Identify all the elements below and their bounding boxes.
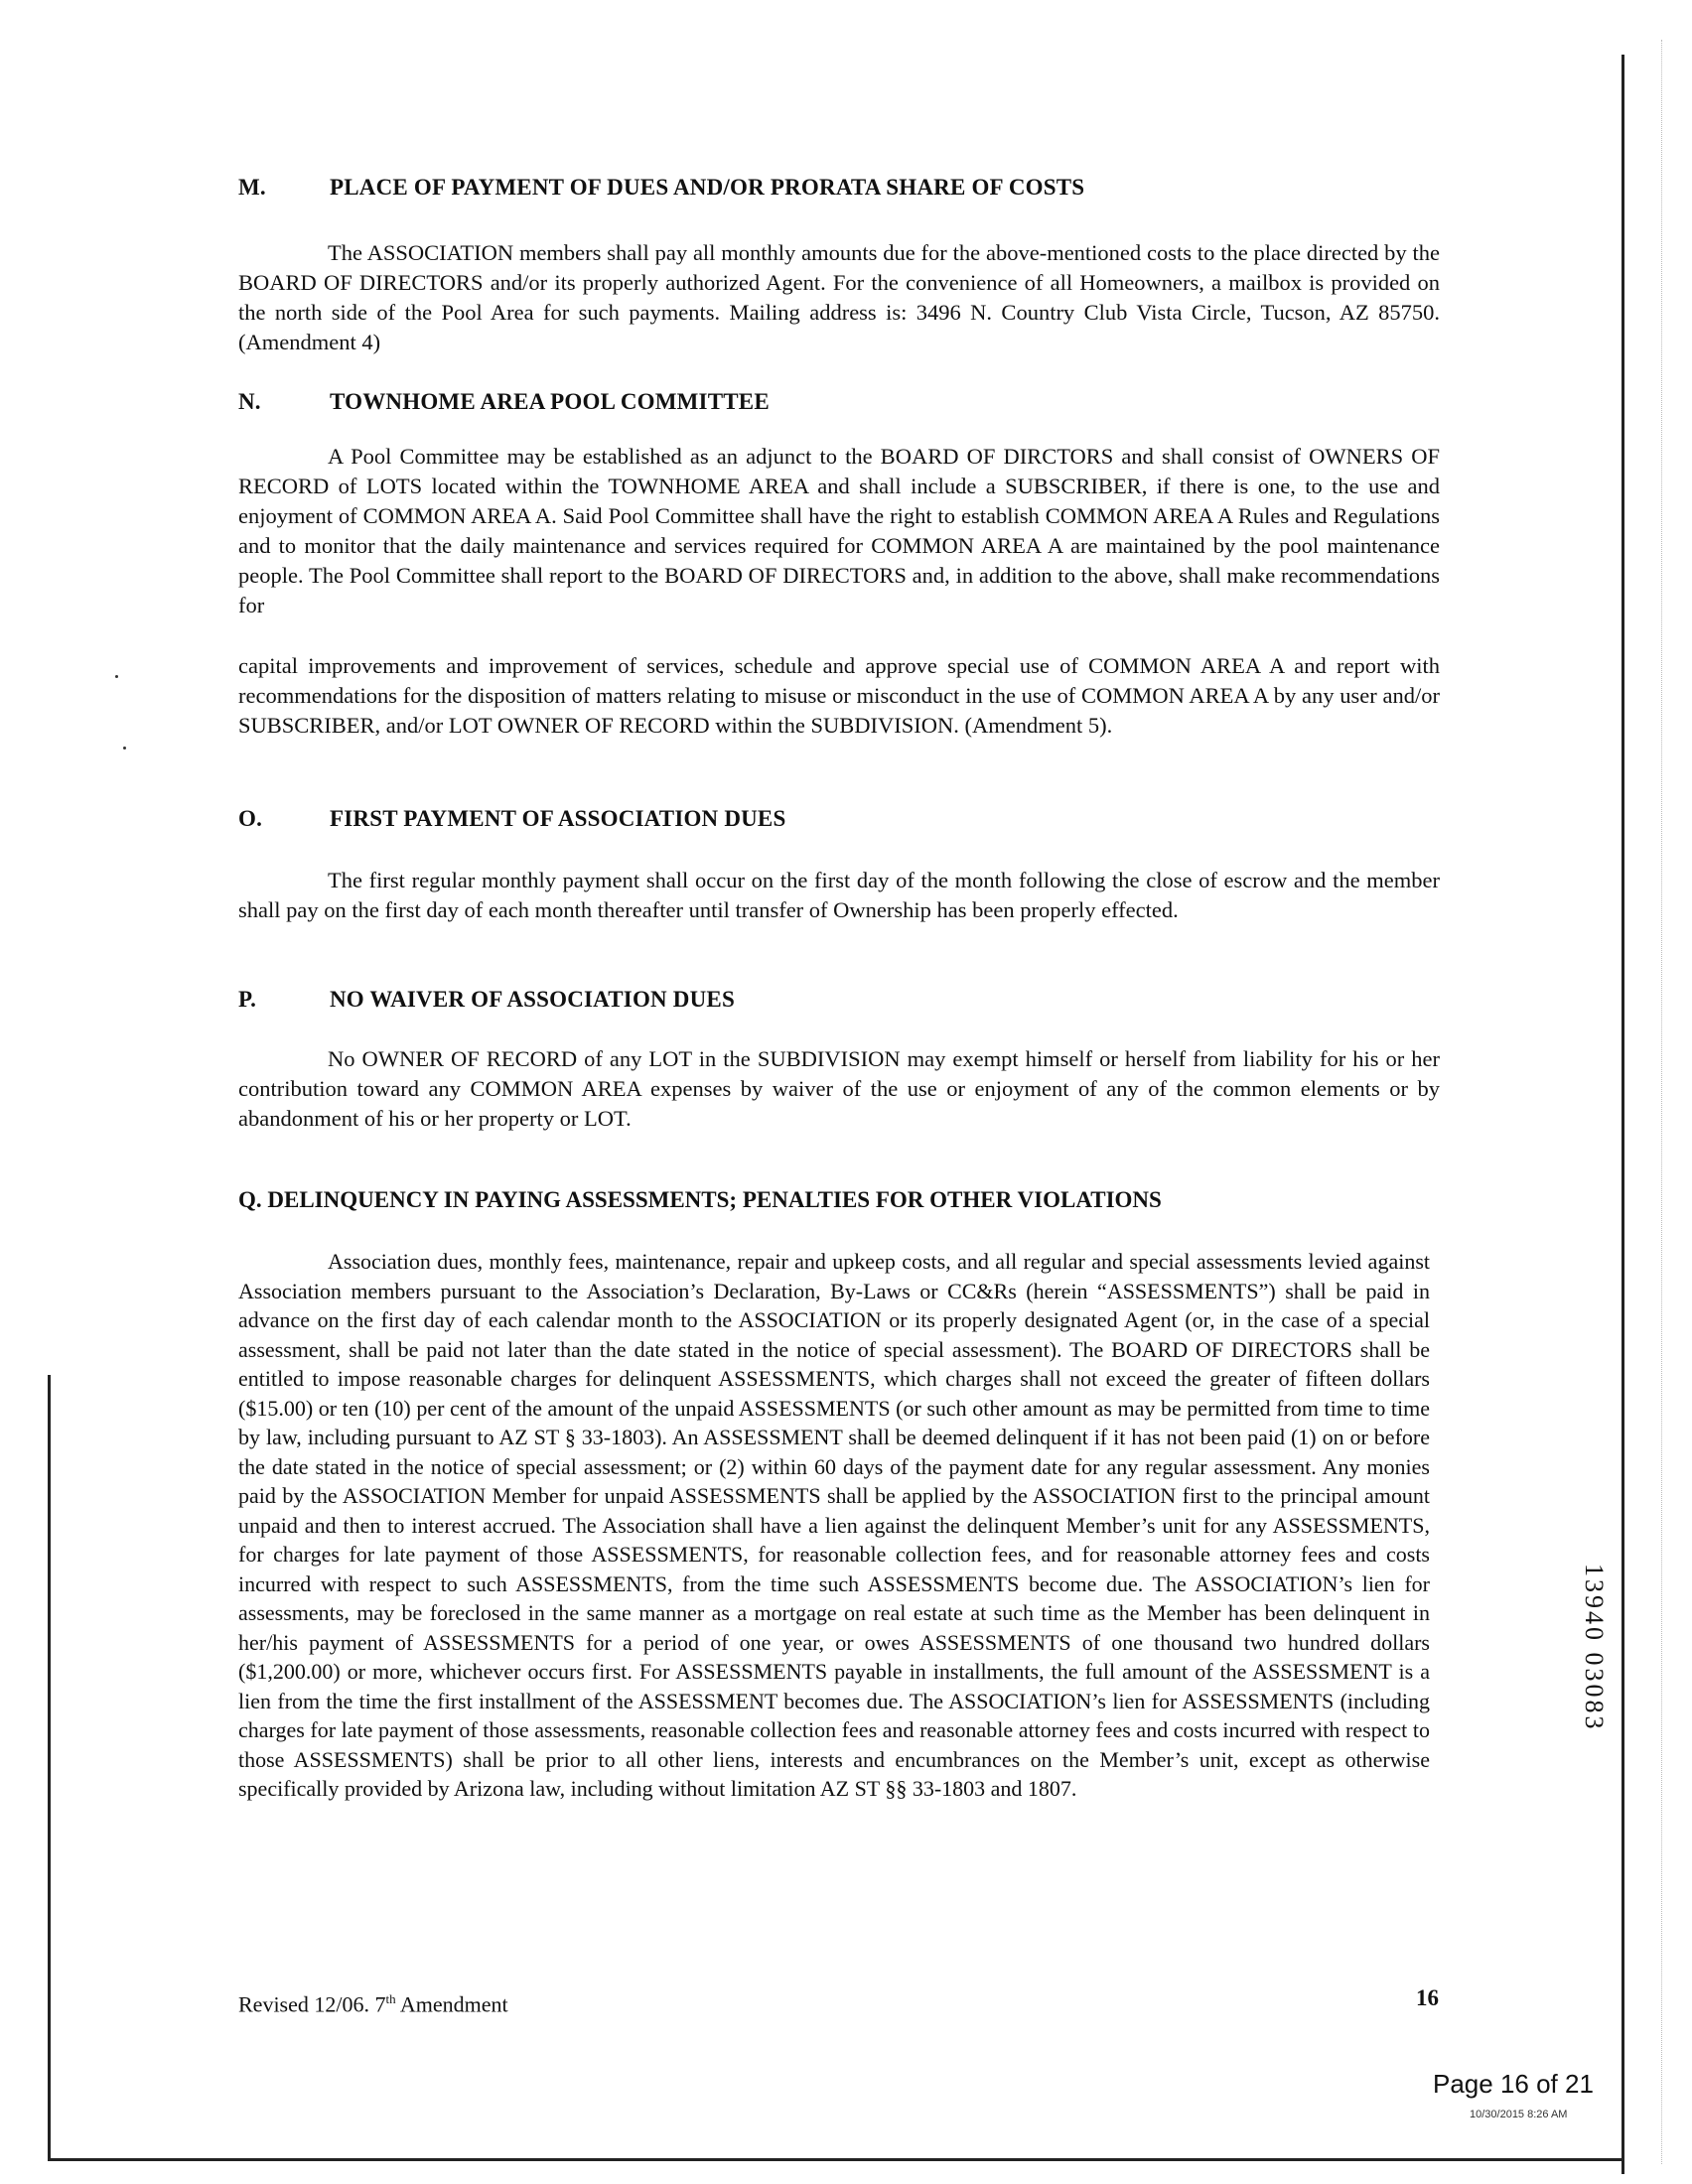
section-n-letter: N. (238, 389, 261, 414)
section-p-letter: P. (238, 987, 257, 1012)
page-number: 16 (1416, 1985, 1439, 2010)
section-m-text: The ASSOCIATION members shall pay all monthly amounts due for the above-mentioned costs to the place directed by the BOARD OF DIRECTORS and/or its properly authorized Agent. For the convenience of all Homeowners, a mailbox is provided on the north side of the Pool Area for such payments. Mailing address is: 3496 N. Country Club Vista Circle, Tucson, AZ 85750. (Amendment 4) (238, 240, 1440, 354)
section-n-text-2: capital improvements and improvement of services, schedule and approve special use of COMMON AREA A and report with recommendations for the disposition of matters relating to misuse or misconduct in the use of COMMON AREA A by any user and/or SUBSCRIBER, and/or LOT OWNER OF RECORD within the SUBDIVISION. (Amendment 5). (238, 653, 1440, 738)
section-p-title: NO WAIVER OF ASSOCIATION DUES (330, 987, 735, 1012)
scan-speck (115, 675, 118, 678)
section-n-heading (238, 389, 770, 415)
left-border-line (48, 1375, 51, 2161)
section-q-body (238, 1247, 1430, 1804)
section-o-body (238, 866, 1440, 925)
section-n-text-1: A Pool Committee may be established as an adjunct to the BOARD OF DIRCTORS and shall consist of OWNERS OF RECORD of LOTS located within the TOWNHOME AREA and shall include a SUBSCRIBER, if there is one, to the use and enjoyment of COMMON AREA A. Said Pool Committee shall have the right to establish COMMON AREA A Rules and Regulations and to monitor that the daily maintenance and services required for COMMON AREA A are maintained by the pool maintenance people. The Pool Committee shall report to the BOARD OF DIRECTORS and, in addition to the above, shall make recommendations for (238, 444, 1440, 617)
section-o-text: The first regular monthly payment shall occur on the first day of the month following the close of escrow and the member shall pay on the first day of each month thereafter until transfer of Ownership has been properly effected. (238, 868, 1440, 922)
revision-note: Revised 12/06. 7th Amendment (238, 1991, 508, 2017)
section-o-title: FIRST PAYMENT OF ASSOCIATION DUES (330, 806, 786, 831)
section-p-heading (238, 987, 735, 1013)
section-p-body (238, 1044, 1440, 1134)
section-n-title: TOWNHOME AREA POOL COMMITTEE (330, 389, 770, 414)
section-q-heading: Q. DELINQUENCY IN PAYING ASSESSMENTS; PENALTIES FOR OTHER VIOLATIONS (238, 1187, 1162, 1212)
section-p-text: No OWNER OF RECORD of any LOT in the SUBDIVISION may exempt himself or herself from liability for his or her contribution toward any COMMON AREA expenses by waiver of the use or enjoyment of any of the common elements or by abandonment of his or her property or LOT. (238, 1046, 1440, 1131)
scan-edge-dotted-line (1661, 40, 1662, 2164)
section-m-body (238, 238, 1440, 357)
page-of-label: Page 16 of 21 (1433, 2069, 1594, 2099)
revision-superscript: th (385, 1991, 396, 2006)
section-o-heading (238, 806, 785, 832)
scan-speck (123, 747, 126, 750)
bottom-border-line (50, 2158, 1623, 2161)
right-border-line (1622, 55, 1624, 2174)
section-m-heading (238, 175, 1084, 201)
recording-number: 13940 03083 (1580, 1564, 1609, 1732)
section-n-body-2 (238, 651, 1440, 741)
section-m-title: PLACE OF PAYMENT OF DUES AND/OR PRORATA SHARE OF COSTS (330, 175, 1085, 200)
section-n-body-1 (238, 442, 1440, 620)
print-timestamp: 10/30/2015 8:26 AM (1470, 2109, 1568, 2120)
section-m-letter: M. (238, 175, 266, 200)
section-o-letter: O. (238, 806, 263, 831)
section-q-text: Association dues, monthly fees, maintenance, repair and upkeep costs, and all regular and special assessments levied against Association members pursuant to the Association’s Declaration, By-Laws or CC&Rs (herein “ASSESSMENTS”) shall be paid in advance on the first day of each calendar month to the ASSOCIATION or its properly designated Agent (or, in the case of a special assessment, shall be paid not later than the date stated in the notice of special assessment). The BOARD OF DIRECTORS shall be entitled to impose reasonable charges for delinquent ASSESSMENTS, which charges shall not exceed the greater of fifteen dollars ($15.00) or ten (10) per cent of the amount of the unpaid ASSESSMENTS (or such other amount as may be permitted from time to time by law, including pursuant to AZ ST § 33-1803). An ASSESSMENT shall be deemed delinquent if it has not been paid (1) on or before the date stated in the notice of special assessment; or (2) within 60 days of the payment date for any regular assessment. Any monies paid by the ASSOCIATION Member for unpaid ASSESSMENTS shall be applied by the ASSOCIATION first to the principal amount unpaid and then to interest accrued. The Association shall have a lien against the delinquent Member’s unit for any ASSESSMENTS, for charges for late payment of those ASSESSMENTS, for reasonable collection fees, and for reasonable attorney fees and costs incurred with respect to such ASSESSMENTS, from the time such ASSESSMENTS become due. The ASSOCIATION’s lien for assessments, may be foreclosed in the same manner as a mortgage on real estate at such time as the Member has been delinquent in her/his payment of ASSESSMENTS for a period of one year, or owes ASSESSMENTS of one thousand two hundred dollars ($1,200.00) or more, whichever occurs first. For ASSESSMENTS payable in installments, the full amount of the ASSESSMENT is a lien from the time the first installment of the ASSESSMENT becomes due. The ASSOCIATION’s lien for ASSESSMENTS (including charges for late payment of those assessments, reasonable collection fees and reasonable attorney fees and costs incurred with respect to those ASSESSMENTS) shall be prior to all other liens, interests and encumbrances on the Member’s unit, except as otherwise specifically provided by Arizona law, including without limitation AZ ST §§ 33-1803 and 1807. (238, 1249, 1430, 1801)
